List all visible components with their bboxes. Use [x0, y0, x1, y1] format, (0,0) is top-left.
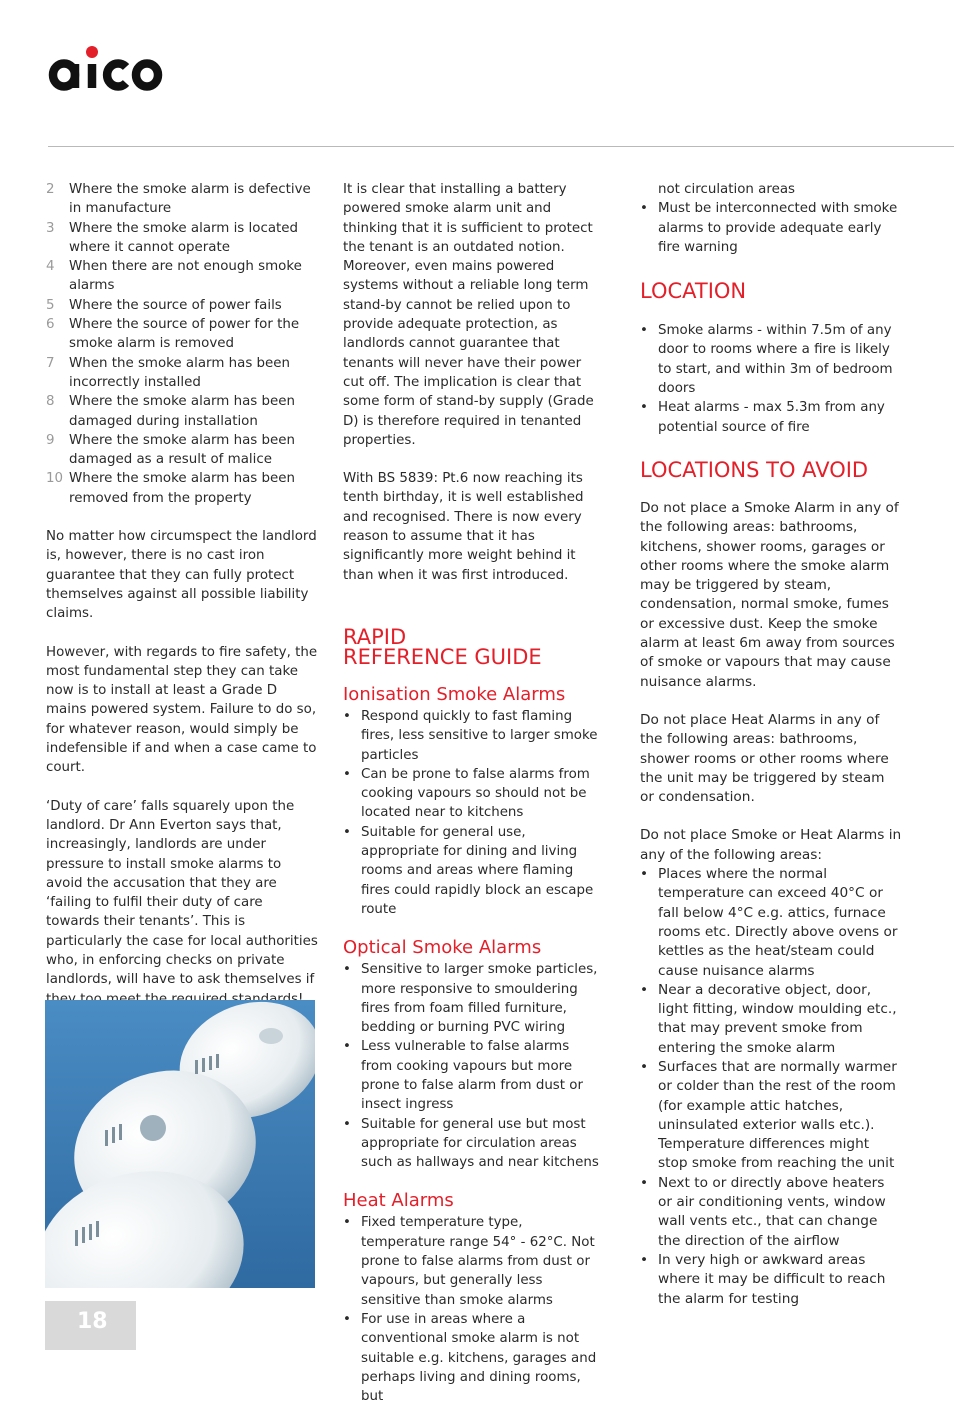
list-text: Where the source of power fails	[69, 297, 282, 313]
smoke-alarms-illustration	[45, 1000, 315, 1288]
list-item	[46, 431, 318, 470]
list-item: • Surfaces that are normally warmer or colder than the rest of the room (for example attic hatches, uninsulated exterior walls etc.). Temperature differences might stop smoke from reaching the unit	[640, 1058, 897, 1172]
list-text: Where the smoke alarm has been removed from the property	[69, 471, 295, 506]
list-item	[46, 219, 318, 258]
heat-list-continued	[640, 180, 902, 257]
list-text: Where the source of power for the smoke alarm is removed	[69, 317, 300, 352]
page-number: 18	[45, 1301, 136, 1350]
column-2	[343, 180, 603, 1406]
list-item: • For use in areas where a conventional smoke alarm is not suitable e.g. kitchens, garages and perhaps living and dining rooms, but	[343, 1311, 597, 1405]
list-text: Where the smoke alarm has been damaged during installation	[69, 394, 295, 429]
list-item: • Smoke alarms - within 7.5m of any door to rooms where a fire is likely to start, and within 3m of bedroom doors	[640, 323, 893, 397]
list-number: 3	[46, 220, 55, 236]
list-item: • Can be prone to false alarms from cooking vapours so should not be located near to kitchens	[343, 766, 590, 821]
list-item: • Sensitive to larger smoke particles, more responsive to smouldering fires from foam filled furniture, bedding or burning PVC wiring	[343, 962, 598, 1036]
list-item: • Respond quickly to fast flaming fires, less sensitive to larger smoke particles	[343, 708, 598, 763]
list-number: 2	[46, 182, 55, 197]
rapid-reference-heading: RAPID REFERENCE GUIDE	[343, 624, 542, 669]
failure-list	[46, 180, 318, 508]
heat-list	[343, 1213, 603, 1406]
ionisation-heading: Ionisation Smoke Alarms	[343, 683, 566, 705]
list-item: • In very high or awkward areas where it may be difficult to reach the alarm for testing	[640, 1251, 886, 1307]
avoid-list	[640, 865, 902, 1309]
column-3	[640, 180, 902, 1309]
optical-list	[343, 960, 603, 1172]
list-item: • Suitable for general use but most appropriate for circulation areas such as hallways and near kitchens	[343, 1116, 599, 1171]
smoke-alarms-photo	[45, 1000, 315, 1288]
list-text: When there are not enough smoke alarms	[69, 259, 302, 294]
paragraph: However, with regards to fire safety, the most fundamental step they can take now is to install at least a Grade D mains powered system. Failure to do so, for whatever reason, would simply be indefensible if and when a case came to court.	[46, 644, 318, 776]
list-item	[46, 469, 318, 508]
ionisation-list	[343, 707, 603, 919]
list-item: • Fixed temperature type, temperature range 54° - 62°C. Not prone to false alarms from dust or vapours, but generally less sensitive than smoke alarms	[343, 1215, 595, 1308]
list-item	[46, 315, 318, 354]
header-rule	[48, 146, 954, 147]
list-item	[46, 257, 318, 296]
aico-logo-mark	[48, 44, 166, 92]
list-item: • Next to or directly above heaters or air conditioning vents, window wall vents etc., that can change the direction of the airflow	[640, 1174, 886, 1249]
list-item	[46, 354, 318, 393]
list-number: 6	[46, 317, 55, 333]
list-item: • Heat alarms - max 5.3m from any potential source of fire	[640, 400, 885, 435]
list-item	[46, 392, 318, 431]
list-text: Where the smoke alarm is defective in manufacture	[69, 182, 311, 217]
list-number: 7	[46, 355, 55, 371]
list-item: • Suitable for general use, appropriate for dining and living rooms and areas where flaming fires could rapidly block an escape route	[343, 824, 594, 917]
paragraph: Do not place Heat Alarms in any of the following areas: bathrooms, shower rooms or other rooms where the unit may be triggered by steam or condensation.	[640, 711, 889, 806]
list-item: • Places where the normal temperature can exceed 40°C or fall below 4°C e.g. attics, furnace rooms etc. Directly above ovens or kettles as the heat/steam could cause nuisance alarms	[640, 866, 898, 979]
list-text: Where the smoke alarm has been damaged as a result of malice	[69, 432, 295, 468]
paragraph: With BS 5839: Pt.6 now reaching its tenth birthday, it is well established and recognised. There is now every reason to assume that it has significantly more weight behind it than when it was first introduced.	[343, 471, 584, 583]
paragraph: ‘Duty of care’ falls squarely upon the landlord. Dr Ann Everton says that, increasingly, landlords are under pressure to install smoke alarms to avoid the accusation that they are ‘failing to fulfil their duty of care towards their tenants’. This is particularly the case for local authorities who, in enforcing checks on private landlords, will have to ask themselves if	[46, 798, 318, 988]
list-item: not circulation areas	[658, 182, 795, 197]
list-item: • Near a decorative object, door, light fitting, window moulding etc., that may prevent smoke from entering the smoke alarm	[640, 981, 897, 1056]
list-text: Where the smoke alarm is located where it cannot operate	[69, 220, 299, 255]
list-number: 4	[46, 259, 55, 275]
paragraph: Do not place Smoke or Heat Alarms in any of the following areas:	[640, 827, 902, 863]
aico-logo	[48, 44, 166, 92]
paragraph: No matter how circumspect the landlord is, however, there is no cast iron guarantee that they can fully protect themselves against all possible liability claims.	[46, 529, 317, 622]
optical-heading: Optical Smoke Alarms	[343, 937, 542, 959]
location-list	[640, 321, 902, 437]
location-heading: LOCATION	[640, 279, 747, 304]
list-item: • Less vulnerable to false alarms from cooking vapours but more prone to false alarm from dust or insect ingress	[343, 1039, 583, 1113]
paragraph: It is clear that installing a battery powered smoke alarm unit and thinking that it is sufficient to protect the tenant is an outdated notion. Moreover, even mains powered systems without a reliable long term stand-by cannot be relied upon to provide adequate protection, as landlords cannot guarantee that tenants will never have their power cut off. The implication is clear that some form of stand-by supply (Grade D) is therefore required in tenanted properties.	[343, 182, 594, 448]
list-number: 5	[46, 297, 55, 313]
column-1	[46, 180, 318, 1028]
paragraph: Do not place a Smoke Alarm in any of the following areas: bathrooms, kitchens, shower rooms, garages or other rooms where the smoke alarm may be triggered by steam, condensation, normal smoke, fumes or excessive dust. Keep the smoke alarm at least 6m away from sources of smoke or vapours that may cause nuisance alarms.	[640, 499, 899, 690]
list-item	[46, 180, 318, 219]
list-number: 10	[46, 471, 64, 487]
list-number: 8	[46, 394, 55, 410]
list-text: When the smoke alarm has been incorrectly installed	[69, 355, 291, 390]
locations-to-avoid-heading: LOCATIONS TO AVOID	[640, 457, 869, 482]
list-number: 9	[46, 432, 55, 448]
list-item	[46, 296, 318, 315]
list-item: • Must be interconnected with smoke alarms to provide adequate early fire warning	[640, 201, 898, 255]
heat-heading: Heat Alarms	[343, 1190, 454, 1212]
